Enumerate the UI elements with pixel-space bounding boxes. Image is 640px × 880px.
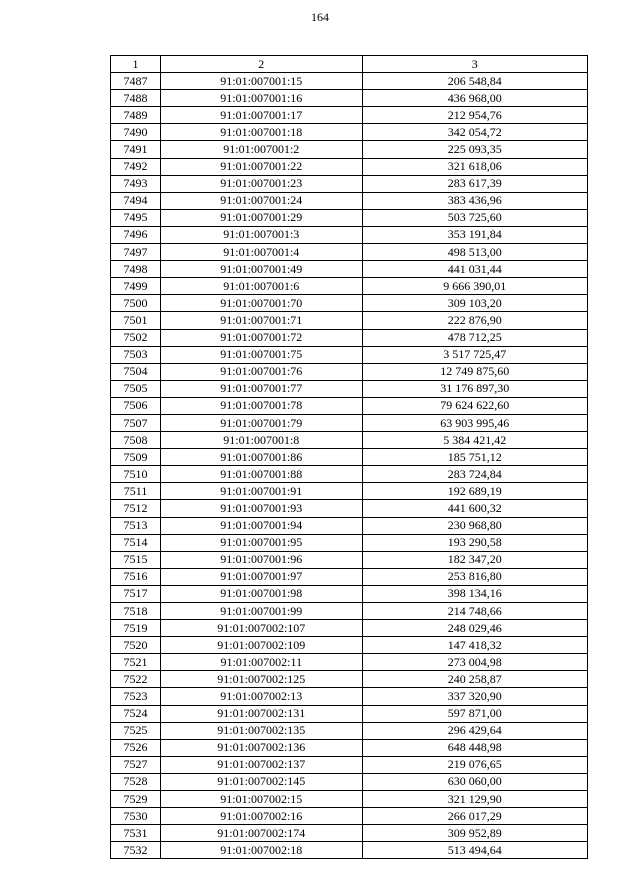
table-row <box>111 73 588 90</box>
cadastral-number-cell: 91:01:007002:125 <box>161 671 362 688</box>
value-cell: 513 494,64 <box>362 842 587 859</box>
row-number-cell: 7519 <box>111 620 161 637</box>
cadastral-number-cell: 91:01:007001:22 <box>161 158 362 175</box>
cadastral-number-cell: 91:01:007001:86 <box>161 449 362 466</box>
value-cell: 309 952,89 <box>362 825 587 842</box>
value-cell: 182 347,20 <box>362 551 587 568</box>
row-number-cell: 7497 <box>111 244 161 261</box>
table-row <box>111 654 588 671</box>
table-row <box>111 756 588 773</box>
cadastral-number-cell: 91:01:007002:18 <box>161 842 362 859</box>
row-number-cell: 7506 <box>111 397 161 414</box>
row-number-cell: 7490 <box>111 124 161 141</box>
table-row <box>111 722 588 739</box>
cadastral-number-cell: 91:01:007001:75 <box>161 346 362 363</box>
table-row <box>111 791 588 808</box>
cadastral-number-cell: 91:01:007002:131 <box>161 705 362 722</box>
row-number-cell: 7507 <box>111 414 161 431</box>
value-cell: 337 320,90 <box>362 688 587 705</box>
column-header-1: 1 <box>111 56 161 73</box>
value-cell: 31 176 897,30 <box>362 380 587 397</box>
value-cell: 214 748,66 <box>362 603 587 620</box>
table-row <box>111 278 588 295</box>
cadastral-number-cell: 91:01:007001:15 <box>161 73 362 90</box>
row-number-cell: 7493 <box>111 175 161 192</box>
cadastral-number-cell: 91:01:007001:8 <box>161 432 362 449</box>
row-number-cell: 7492 <box>111 158 161 175</box>
table-row <box>111 534 588 551</box>
value-cell: 253 816,80 <box>362 568 587 585</box>
data-table <box>110 55 588 859</box>
row-number-cell: 7500 <box>111 295 161 312</box>
table-row <box>111 432 588 449</box>
cadastral-number-cell: 91:01:007001:95 <box>161 534 362 551</box>
row-number-cell: 7529 <box>111 791 161 808</box>
table-row <box>111 808 588 825</box>
table-row <box>111 312 588 329</box>
value-cell: 441 031,44 <box>362 261 587 278</box>
table-row <box>111 620 588 637</box>
table-row <box>111 568 588 585</box>
row-number-cell: 7510 <box>111 466 161 483</box>
row-number-cell: 7494 <box>111 192 161 209</box>
cadastral-number-cell: 91:01:007001:4 <box>161 244 362 261</box>
cadastral-number-cell: 91:01:007001:18 <box>161 124 362 141</box>
value-cell: 296 429,64 <box>362 722 587 739</box>
cadastral-number-cell: 91:01:007001:16 <box>161 90 362 107</box>
cadastral-number-cell: 91:01:007001:77 <box>161 380 362 397</box>
row-number-cell: 7518 <box>111 603 161 620</box>
cadastral-number-cell: 91:01:007001:29 <box>161 209 362 226</box>
table-row <box>111 483 588 500</box>
cadastral-number-cell: 91:01:007001:78 <box>161 397 362 414</box>
row-number-cell: 7495 <box>111 209 161 226</box>
row-number-cell: 7502 <box>111 329 161 346</box>
table-row <box>111 329 588 346</box>
cadastral-number-cell: 91:01:007002:135 <box>161 722 362 739</box>
cadastral-number-cell: 91:01:007001:88 <box>161 466 362 483</box>
cadastral-number-cell: 91:01:007002:137 <box>161 756 362 773</box>
table-row <box>111 414 588 431</box>
cadastral-number-cell: 91:01:007002:174 <box>161 825 362 842</box>
table-row <box>111 773 588 790</box>
row-number-cell: 7520 <box>111 637 161 654</box>
table-row <box>111 739 588 756</box>
table-row <box>111 449 588 466</box>
value-cell: 3 517 725,47 <box>362 346 587 363</box>
value-cell: 219 076,65 <box>362 756 587 773</box>
row-number-cell: 7511 <box>111 483 161 500</box>
row-number-cell: 7504 <box>111 363 161 380</box>
table-row <box>111 244 588 261</box>
cadastral-number-cell: 91:01:007002:13 <box>161 688 362 705</box>
cadastral-number-cell: 91:01:007001:94 <box>161 517 362 534</box>
row-number-cell: 7523 <box>111 688 161 705</box>
value-cell: 206 548,84 <box>362 73 587 90</box>
table-row <box>111 107 588 124</box>
table-row <box>111 295 588 312</box>
value-cell: 212 954,76 <box>362 107 587 124</box>
value-cell: 63 903 995,46 <box>362 414 587 431</box>
row-number-cell: 7499 <box>111 278 161 295</box>
row-number-cell: 7503 <box>111 346 161 363</box>
table-row <box>111 226 588 243</box>
table-row <box>111 671 588 688</box>
value-cell: 503 725,60 <box>362 209 587 226</box>
cadastral-number-cell: 91:01:007001:17 <box>161 107 362 124</box>
value-cell: 266 017,29 <box>362 808 587 825</box>
cadastral-number-cell: 91:01:007001:98 <box>161 585 362 602</box>
cadastral-number-cell: 91:01:007001:72 <box>161 329 362 346</box>
row-number-cell: 7496 <box>111 226 161 243</box>
cadastral-number-cell: 91:01:007002:136 <box>161 739 362 756</box>
table-row <box>111 261 588 278</box>
row-number-cell: 7512 <box>111 500 161 517</box>
value-cell: 240 258,87 <box>362 671 587 688</box>
cadastral-number-cell: 91:01:007001:2 <box>161 141 362 158</box>
cadastral-number-cell: 91:01:007001:6 <box>161 278 362 295</box>
table-row <box>111 705 588 722</box>
value-cell: 321 129,90 <box>362 791 587 808</box>
row-number-cell: 7525 <box>111 722 161 739</box>
row-number-cell: 7528 <box>111 773 161 790</box>
table-body <box>111 73 588 859</box>
table-row <box>111 842 588 859</box>
table-row <box>111 124 588 141</box>
table-row <box>111 466 588 483</box>
cadastral-number-cell: 91:01:007001:23 <box>161 175 362 192</box>
table-row <box>111 637 588 654</box>
table-row <box>111 175 588 192</box>
value-cell: 309 103,20 <box>362 295 587 312</box>
row-number-cell: 7522 <box>111 671 161 688</box>
value-cell: 79 624 622,60 <box>362 397 587 414</box>
row-number-cell: 7489 <box>111 107 161 124</box>
value-cell: 248 029,46 <box>362 620 587 637</box>
row-number-cell: 7508 <box>111 432 161 449</box>
table-row <box>111 551 588 568</box>
row-number-cell: 7513 <box>111 517 161 534</box>
value-cell: 441 600,32 <box>362 500 587 517</box>
table-row <box>111 603 588 620</box>
cadastral-number-cell: 91:01:007001:3 <box>161 226 362 243</box>
cadastral-number-cell: 91:01:007002:109 <box>161 637 362 654</box>
page-number: 164 <box>311 10 329 24</box>
value-cell: 147 418,32 <box>362 637 587 654</box>
cadastral-number-cell: 91:01:007001:76 <box>161 363 362 380</box>
table-row <box>111 209 588 226</box>
table-row <box>111 688 588 705</box>
table-row <box>111 500 588 517</box>
row-number-cell: 7514 <box>111 534 161 551</box>
row-number-cell: 7526 <box>111 739 161 756</box>
value-cell: 225 093,35 <box>362 141 587 158</box>
cadastral-number-cell: 91:01:007001:71 <box>161 312 362 329</box>
value-cell: 9 666 390,01 <box>362 278 587 295</box>
row-number-cell: 7488 <box>111 90 161 107</box>
row-number-cell: 7516 <box>111 568 161 585</box>
value-cell: 192 689,19 <box>362 483 587 500</box>
cadastral-number-cell: 91:01:007001:24 <box>161 192 362 209</box>
cadastral-number-cell: 91:01:007002:15 <box>161 791 362 808</box>
table-row <box>111 585 588 602</box>
cadastral-number-cell: 91:01:007001:97 <box>161 568 362 585</box>
table-row <box>111 158 588 175</box>
cadastral-number-cell: 91:01:007002:145 <box>161 773 362 790</box>
value-cell: 353 191,84 <box>362 226 587 243</box>
table-row <box>111 380 588 397</box>
cadastral-number-cell: 91:01:007001:49 <box>161 261 362 278</box>
column-header-2: 2 <box>161 56 362 73</box>
cadastral-number-cell: 91:01:007001:96 <box>161 551 362 568</box>
row-number-cell: 7527 <box>111 756 161 773</box>
cadastral-number-cell: 91:01:007001:91 <box>161 483 362 500</box>
cadastral-number-cell: 91:01:007001:99 <box>161 603 362 620</box>
row-number-cell: 7531 <box>111 825 161 842</box>
value-cell: 321 618,06 <box>362 158 587 175</box>
row-number-cell: 7517 <box>111 585 161 602</box>
table-row <box>111 90 588 107</box>
row-number-cell: 7509 <box>111 449 161 466</box>
row-number-cell: 7487 <box>111 73 161 90</box>
cadastral-number-cell: 91:01:007002:107 <box>161 620 362 637</box>
row-number-cell: 7524 <box>111 705 161 722</box>
value-cell: 597 871,00 <box>362 705 587 722</box>
table-row <box>111 363 588 380</box>
value-cell: 498 513,00 <box>362 244 587 261</box>
column-header-3: 3 <box>362 56 587 73</box>
table-row <box>111 141 588 158</box>
value-cell: 436 968,00 <box>362 90 587 107</box>
value-cell: 283 617,39 <box>362 175 587 192</box>
table-row <box>111 192 588 209</box>
cadastral-number-cell: 91:01:007001:79 <box>161 414 362 431</box>
cadastral-number-cell: 91:01:007001:70 <box>161 295 362 312</box>
value-cell: 398 134,16 <box>362 585 587 602</box>
cadastral-number-cell: 91:01:007001:93 <box>161 500 362 517</box>
row-number-cell: 7505 <box>111 380 161 397</box>
table-row <box>111 346 588 363</box>
table-header-row <box>111 56 588 73</box>
value-cell: 5 384 421,42 <box>362 432 587 449</box>
row-number-cell: 7491 <box>111 141 161 158</box>
value-cell: 12 749 875,60 <box>362 363 587 380</box>
table-row <box>111 825 588 842</box>
row-number-cell: 7498 <box>111 261 161 278</box>
cadastral-number-cell: 91:01:007002:11 <box>161 654 362 671</box>
value-cell: 478 712,25 <box>362 329 587 346</box>
row-number-cell: 7532 <box>111 842 161 859</box>
value-cell: 185 751,12 <box>362 449 587 466</box>
value-cell: 283 724,84 <box>362 466 587 483</box>
row-number-cell: 7521 <box>111 654 161 671</box>
value-cell: 273 004,98 <box>362 654 587 671</box>
value-cell: 630 060,00 <box>362 773 587 790</box>
value-cell: 193 290,58 <box>362 534 587 551</box>
row-number-cell: 7530 <box>111 808 161 825</box>
value-cell: 648 448,98 <box>362 739 587 756</box>
value-cell: 230 968,80 <box>362 517 587 534</box>
cadastral-number-cell: 91:01:007002:16 <box>161 808 362 825</box>
table-row <box>111 517 588 534</box>
row-number-cell: 7501 <box>111 312 161 329</box>
value-cell: 342 054,72 <box>362 124 587 141</box>
row-number-cell: 7515 <box>111 551 161 568</box>
value-cell: 383 436,96 <box>362 192 587 209</box>
value-cell: 222 876,90 <box>362 312 587 329</box>
table-row <box>111 397 588 414</box>
